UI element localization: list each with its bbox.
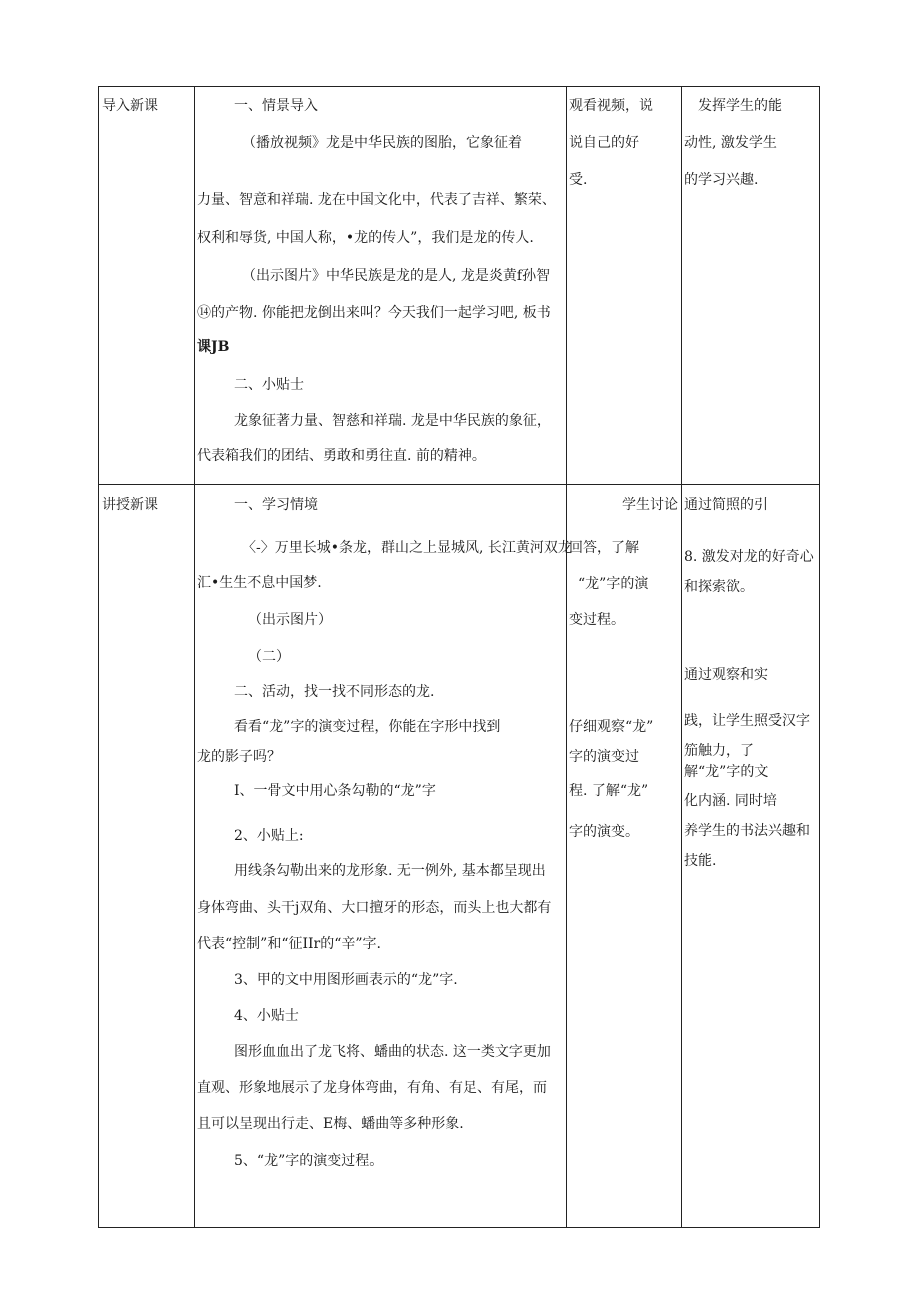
teaching-design-purpose: 践，让学生照受汉字 (684, 713, 810, 729)
teaching-design-purpose: 和探索欲。 (684, 579, 754, 595)
teaching-student-activity: 程. 了解“龙” (569, 783, 649, 799)
teaching-student-activity: 学生讨论 (622, 497, 678, 513)
intro-paragraph-line: 课JB (197, 339, 230, 355)
teaching-design-purpose: 养学生的书法兴趣和 (684, 823, 810, 839)
teaching-heading-context: 一、学习情境 (234, 497, 318, 513)
teaching-paragraph-line: 身体弯曲、头干j双角、大口擅牙的形态，而头上也大都有 (197, 900, 552, 916)
intro-heading-scenario: 一、情景导入 (234, 98, 318, 114)
column-divider-student (681, 86, 682, 1228)
intro-heading-tips: 二、小贴士 (234, 377, 304, 393)
teaching-paragraph-line: 〈-〉万里长城•条龙，群山之上显城风, 长江黄河双龙 (242, 540, 572, 556)
teaching-design-purpose: 笳触力，了 (684, 743, 754, 759)
teaching-item-3: 3、甲的文中用图形画表示的“龙”字. (234, 972, 458, 988)
intro-paragraph-line: 力量、智意和祥瑞. 龙在中国文化中，代表了吉祥、繁荣、 (197, 192, 556, 208)
teaching-student-activity: “龙”字的演 (578, 576, 649, 592)
teaching-paragraph-line: 龙的影子吗？ (197, 749, 281, 765)
intro-student-activity: 观看视频，说 (569, 98, 653, 114)
intro-paragraph-line: 权利和辱货, 中国人称，•龙的传人”，我们是龙的传人. (197, 230, 534, 246)
intro-student-activity: 说自己的好 (569, 135, 639, 151)
teaching-item-4: 4、小贴士 (234, 1008, 299, 1024)
teaching-paragraph-line: 图形血血出了龙飞将、蟠曲的状态. 这一类文字更加 (234, 1044, 551, 1060)
intro-student-activity: 受. (569, 172, 588, 188)
teaching-design-purpose: 化内涵. 同时培 (684, 793, 777, 809)
teaching-student-activity: 回答，了解 (569, 540, 639, 556)
row-divider (98, 484, 820, 485)
stage-label-teaching: 讲授新课 (102, 497, 158, 513)
intro-paragraph-line: ⑭的产物. 你能把龙倒出来叫？今天我们一起学习吧, 板书 (197, 305, 551, 321)
teaching-student-activity: 字的演变过 (569, 749, 639, 765)
intro-paragraph-line: （出示图片》中华民族是龙的是人, 龙是炎黄f孙智 (242, 268, 551, 284)
teaching-student-activity: 变过程。 (569, 612, 625, 628)
intro-design-purpose: 的学习兴趣. (684, 172, 759, 188)
teaching-paragraph-line: 用线条勾勒出来的龙形象. 无一例外, 基本都呈现出 (234, 863, 546, 879)
teaching-design-purpose: 8. 激发对龙的好奇心 (684, 549, 814, 565)
teaching-student-activity: 字的演变。 (569, 824, 639, 840)
column-divider-content (566, 86, 567, 1228)
teaching-item-2: 2、小贴上: (234, 828, 304, 844)
teaching-design-purpose: 技能. (684, 853, 717, 869)
teaching-paragraph-line: 看看“龙”字的演变过程，你能在字形中找到 (234, 719, 501, 735)
teaching-subsection: （二） (248, 649, 290, 665)
teaching-student-activity: 仔细观察“龙” (569, 719, 654, 735)
teaching-item-5: 5、“龙”字的演变过程。 (234, 1153, 384, 1169)
intro-design-purpose: 发挥学生的能 (698, 98, 782, 114)
teaching-paragraph-line: 直观、形象地展示了龙身体弯曲，有角、有足、有尾，而 (197, 1080, 547, 1096)
teaching-design-purpose: 解“龙”字的文 (684, 764, 769, 780)
teaching-show-image: （出示图片） (248, 612, 332, 628)
stage-label-intro: 导入新课 (102, 98, 158, 114)
teaching-paragraph-line: 且可以呈现出行走、E梅、蟠曲等多种形象. (197, 1116, 464, 1132)
column-divider-stage (194, 86, 195, 1228)
teaching-design-purpose: 通过简照的引 (684, 497, 768, 513)
intro-design-purpose: 动性, 激发学生 (684, 135, 777, 151)
teaching-paragraph-line: 汇•生生不息中国梦. (197, 575, 322, 591)
teaching-heading-activity: 二、活动，找一找不同形态的龙. (234, 684, 435, 700)
intro-paragraph-line: （播放视频》龙是中华民族的图胎，它象征着 (242, 135, 522, 151)
intro-tips-line: 代表箱我们的团结、勇敢和勇往直. 前的精神。 (197, 448, 486, 464)
intro-tips-line: 龙象征著力量、智慈和祥瑞. 龙是中华民族的象征， (234, 413, 551, 429)
teaching-design-purpose: 通过观察和实 (684, 667, 768, 683)
teaching-item-1: I、一骨文中用心条勾勒的“龙”字 (234, 783, 436, 799)
teaching-design-purpose-clipped (684, 742, 818, 759)
teaching-paragraph-line: 代表“控制”和“征IIr的“辛”字. (197, 936, 381, 952)
